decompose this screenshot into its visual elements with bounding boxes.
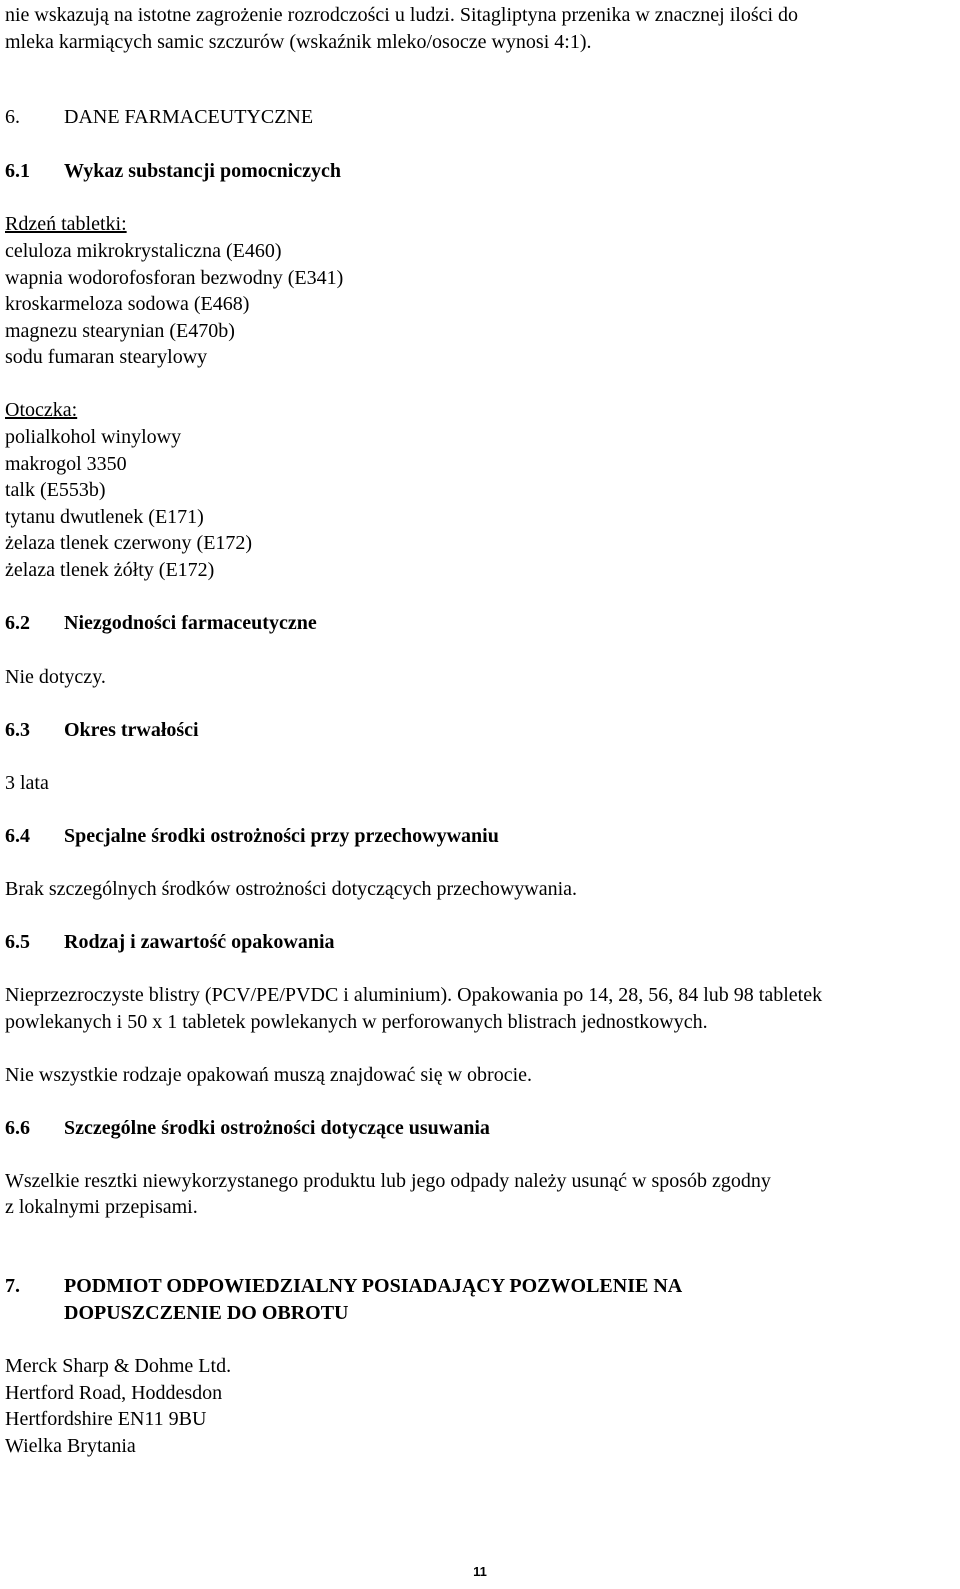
core-item: celuloza mikrokrystaliczna (E460) [5,240,282,262]
section-6-2-title: Niezgodności farmaceutyczne [64,612,317,634]
page-number: 11 [473,1564,487,1579]
core-item: magnezu stearynian (E470b) [5,320,235,342]
section-6-6-number: 6.6 [5,1117,30,1139]
section-6-2-number: 6.2 [5,612,30,634]
core-item: sodu fumaran stearylowy [5,346,208,368]
core-item: kroskarmeloza sodowa (E468) [5,293,250,315]
section-6-5-text-line-1: Nieprzezroczyste blistry (PCV/PE/PVDC i aluminium). Opakowania po 14, 28, 56, 84 lub 98 tabletek [5,984,823,1006]
section-6-4-text: Brak szczególnych środków ostrożności dotyczących przechowywania. [5,878,578,900]
coat-item: żelaza tlenek żółty (E172) [5,559,215,581]
section-6-2-text: Nie dotyczy. [5,666,106,688]
address-line: Wielka Brytania [5,1435,136,1457]
section-6-3-number: 6.3 [5,719,30,741]
section-6-1-title: Wykaz substancji pomocniczych [64,160,342,182]
coat-item: polialkohol winylowy [5,426,182,448]
section-6-3-title: Okres trwałości [64,719,199,741]
section-6-5-text-line-2: powlekanych i 50 x 1 tabletek powlekanych w perforowanych blistrach jednostkowych. [5,1011,708,1033]
section-6-5-text-2: Nie wszystkie rodzaje opakowań muszą znajdować się w obrocie. [5,1064,533,1086]
section-7-title-line-2: DOPUSZCZENIE DO OBROTU [64,1302,349,1324]
section-6-title: DANE FARMACEUTYCZNE [64,106,314,128]
section-6-5-number: 6.5 [5,931,30,953]
section-6-6-title: Szczególne środki ostrożności dotyczące usuwania [64,1117,490,1139]
address-line: Hertfordshire EN11 9BU [5,1408,207,1430]
section-6-6-text-line-1: Wszelkie resztki niewykorzystanego produktu lub jego odpady należy usunąć w sposób zgodny [5,1170,771,1192]
section-6-6-text-line-2: z lokalnymi przepisami. [5,1196,198,1218]
address-line: Merck Sharp & Dohme Ltd. [5,1355,232,1377]
core-item: wapnia wodorofosforan bezwodny (E341) [5,267,344,289]
coat-item: tytanu dwutlenek (E171) [5,506,204,528]
core-label: Rdzeń tabletki: [5,213,127,235]
section-7-number: 7. [5,1275,20,1297]
section-7-title-line-1: PODMIOT ODPOWIEDZIALNY POSIADAJĄCY POZWOLENIE NA [64,1275,683,1297]
coat-item: talk (E553b) [5,479,106,501]
coat-item: żelaza tlenek czerwony (E172) [5,532,253,554]
section-6-3-text: 3 lata [5,772,49,794]
address-line: Hertford Road, Hoddesdon [5,1382,223,1404]
coat-item: makrogol 3350 [5,453,127,475]
section-6-4-number: 6.4 [5,825,30,847]
intro-line-2: mleka karmiących samic szczurów (wskaźnik mleko/osocze wynosi 4:1). [5,31,592,53]
section-6-5-title: Rodzaj i zawartość opakowania [64,931,335,953]
section-6-number: 6. [5,106,20,128]
section-6-4-title: Specjalne środki ostrożności przy przechowywaniu [64,825,499,847]
section-6-1-number: 6.1 [5,160,30,182]
intro-line-1: nie wskazują na istotne zagrożenie rozrodczości u ludzi. Sitagliptyna przenika w znacznej ilości do [5,4,799,26]
coat-label: Otoczka: [5,399,78,421]
